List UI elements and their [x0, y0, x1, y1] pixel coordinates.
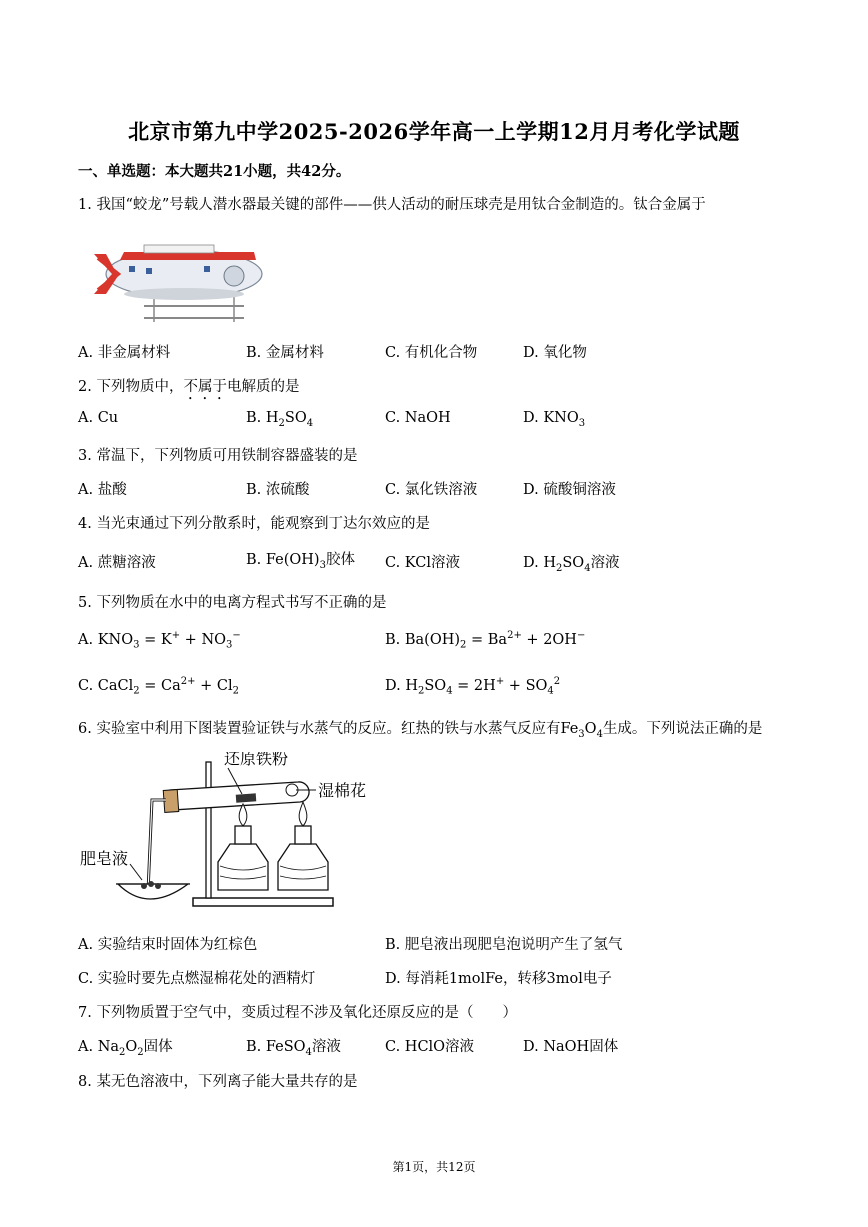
question-2-option-a[interactable]: A. Cu — [78, 410, 119, 426]
question-7-stem: 7. 下列物质置于空气中，变质过程不涉及氧化还原反应的是（ ） — [78, 1005, 517, 1021]
label-wet-cotton: 湿棉花 — [318, 783, 367, 800]
label-soap: 肥皂液 — [80, 851, 129, 868]
question-4-option-a[interactable]: A. 蔗糖溶液 — [78, 555, 156, 571]
question-6-option-a[interactable]: A. 实验结束时固体为红棕色 — [78, 937, 258, 953]
question-3-option-b[interactable]: B. 浓硫酸 — [246, 482, 310, 498]
question-1-stem: 1. 我国“蛟龙”号载人潜水器最关键的部件——供人活动的耐压球壳是用钛合金制造的。钛合金属于 — [78, 197, 706, 213]
submersible-image — [84, 236, 264, 326]
page-footer: 第1页，共12页 — [392, 1160, 476, 1174]
question-6-option-d[interactable]: D. 每消耗1molFe，转移3mol电子 — [385, 971, 612, 987]
question-3-option-c[interactable]: C. 氯化铁溶液 — [385, 482, 478, 498]
question-6-stem: 6. 实验室中利用下图装置验证铁与水蒸气的反应。红热的铁与水蒸气反应有$Fe_3O_4$生成。下列说法正确的是 — [78, 721, 763, 740]
question-4-option-c[interactable]: C. KCl溶液 — [385, 555, 460, 571]
question-2-option-d[interactable]: D. $KNO_3$ — [523, 410, 586, 429]
question-8-stem: 8. 某无色溶液中，下列离子能大量共存的是 — [78, 1074, 358, 1090]
question-1-option-b[interactable]: B. 金属材料 — [246, 345, 324, 361]
question-1-option-c[interactable]: C. 有机化合物 — [385, 345, 478, 361]
question-3-stem: 3. 常温下，下列物质可用铁制容器盛装的是 — [78, 448, 358, 464]
emphasis-text: 不属于 — [183, 379, 227, 395]
question-2-stem: 2. 下列物质中，不属于电解质的是 — [78, 379, 300, 395]
question-7-option-c[interactable]: C. HClO溶液 — [385, 1039, 475, 1055]
question-2-option-b[interactable]: B. $H_2SO_4$ — [246, 410, 314, 429]
question-5-option-d[interactable]: D. $H_2SO_4 = 2H^+ + SO_4^2$ — [385, 676, 561, 697]
question-7-option-a[interactable]: A. $Na_2O_2$固体 — [78, 1039, 173, 1058]
question-4-option-d[interactable]: D. $H_2SO_4$溶液 — [523, 555, 620, 574]
question-5-option-a[interactable]: A. $KNO_3 = K^+ + NO_3^-$ — [78, 630, 241, 651]
apparatus-diagram — [78, 752, 388, 917]
question-3-option-d[interactable]: D. 硫酸铜溶液 — [523, 482, 616, 498]
question-4-stem: 4. 当光束通过下列分散系时，能观察到丁达尔效应的是 — [78, 516, 430, 532]
label-iron-powder: 还原铁粉 — [224, 752, 289, 768]
question-1-option-d[interactable]: D. 氧化物 — [523, 345, 587, 361]
question-3-option-a[interactable]: A. 盐酸 — [78, 482, 127, 498]
question-5-option-b[interactable]: B. $Ba(OH)_2 = Ba^{2+} + 2OH^-$ — [385, 630, 586, 651]
question-6-option-b[interactable]: B. 肥皂液出现肥皂泡说明产生了氢气 — [385, 937, 623, 953]
section-heading: 一、单选题：本大题共21小题，共42分。 — [78, 163, 351, 180]
question-7-option-b[interactable]: B. FeSO$_4$溶液 — [246, 1039, 341, 1058]
question-1-option-a[interactable]: A. 非金属材料 — [78, 345, 171, 361]
question-6-option-c[interactable]: C. 实验时要先点燃湿棉花处的酒精灯 — [78, 971, 316, 987]
question-4-option-b[interactable]: B. $Fe(OH)_3$胶体 — [246, 552, 355, 571]
question-7-option-d[interactable]: D. NaOH固体 — [523, 1039, 619, 1055]
page-title: 北京市第九中学2025-2026学年高一上学期12月月考化学试题 — [128, 119, 740, 144]
question-2-option-c[interactable]: C. NaOH — [385, 410, 451, 426]
question-5-stem: 5. 下列物质在水中的电离方程式书写不正确的是 — [78, 595, 387, 611]
question-5-option-c[interactable]: C. CaCl$_2$ = $Ca^{2+} + Cl_2$ — [78, 676, 239, 697]
